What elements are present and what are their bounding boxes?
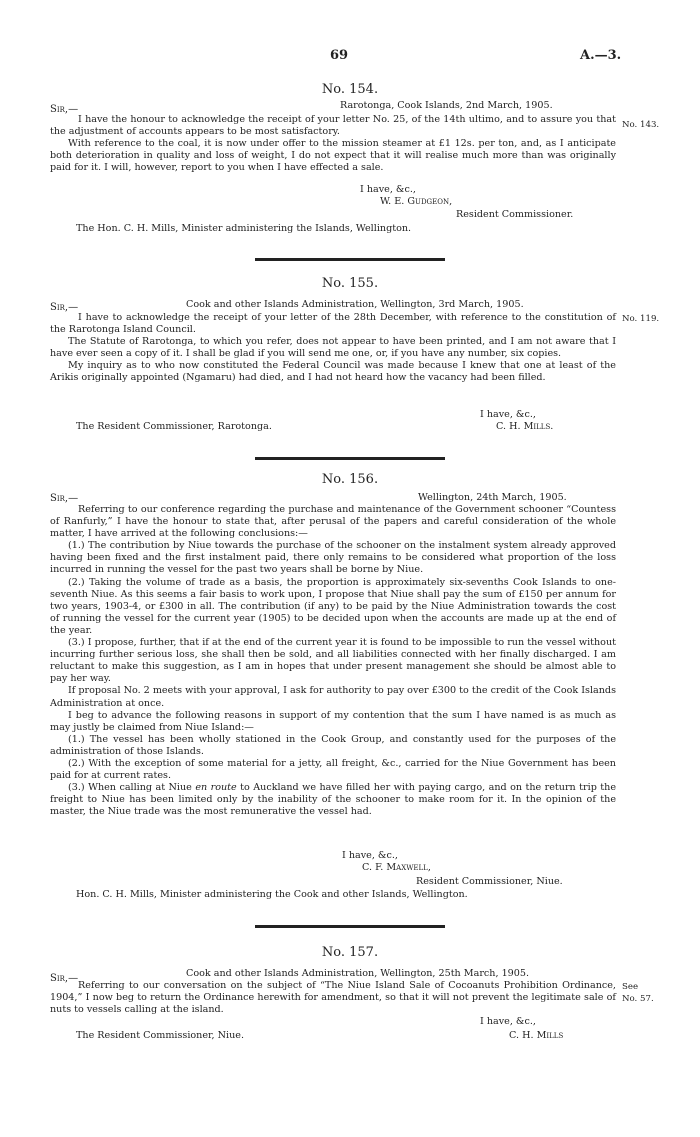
section-divider [255, 457, 445, 460]
letter-156-closing: I have, &c., [342, 850, 398, 861]
letter-155-number: No. 155. [321, 276, 379, 291]
letter-156-paragraph: If proposal No. 2 meets with your approval, I ask for authority to pay over £300 to the credit of the Cook Islands Administration at once. [50, 685, 616, 709]
letter-157-paragraph: Referring to our conversation on the subject of “The Niue Island Sale of Cocoanuts Prohibition Ordinance, 1904,” I now beg to return the Ordinance herewith for amendment, so that it will not prevent the legitimate sale of nuts to vessels calling at the island. [50, 980, 616, 1016]
letter-155-paragraph: My inquiry as to who now constituted the Federal Council was made because I knew that one at least of the Arikis originally appointed (Ngamaru) had died, and I had not heard how the vacancy had been filled. [50, 360, 616, 384]
letter-157-addressee: The Resident Commissioner, Niue. [76, 1030, 245, 1041]
letter-156-signature: C. F. Maxwell, [362, 862, 431, 873]
letter-155-paragraph: The Statute of Rarotonga, to which you refer, does not appear to have been printed, and I am not aware that I have ever seen a copy of it. I shall be glad if you will send me one, or, if you have any number, six copies. [50, 336, 616, 360]
letter-156-paragraph: I beg to advance the following reasons in support of my contention that the sum I have named is as much as may justly be claimed from Niue Island:— [50, 709, 616, 733]
letter-156-body [50, 504, 616, 818]
letter-155-salutation: Sir,— [50, 302, 79, 313]
letter-155-signature: C. H. Mills. [496, 421, 554, 432]
letter-154-signature-title: Resident Commissioner. [456, 209, 574, 220]
page-number: 69 [330, 48, 349, 63]
letter-156-paragraph [50, 782, 616, 818]
letter-154-margin-note: No. 143. [622, 120, 660, 130]
section-divider [255, 258, 445, 261]
letter-154-signature: W. E. Gudgeon, [380, 196, 453, 207]
letter-154-number: No. 154. [321, 82, 379, 97]
letter-156-signature-title: Resident Commissioner, Niue. [416, 876, 563, 887]
letter-156-paragraph: (1.) The vessel has been wholly stationed in the Cook Group, and constantly used for the purposes of the administration of those Islands. [50, 733, 616, 757]
letter-157-margin-note: No. 57. [622, 994, 654, 1004]
letter-155-paragraph: I have to acknowledge the receipt of your letter of the 28th December, with reference to the constitution of the Rarotonga Island Council. [50, 312, 616, 336]
letter-155-addressee: The Resident Commissioner, Rarotonga. [76, 421, 272, 432]
letter-155-closing: I have, &c., [480, 409, 536, 420]
letter-154-closing: I have, &c., [360, 184, 416, 195]
letter-154-dateline: Rarotonga, Cook Islands, 2nd March, 1905. [340, 100, 553, 111]
letter-155-body [50, 312, 616, 385]
letter-156-number: No. 156. [321, 472, 379, 487]
letter-156-paragraph: (2.) Taking the volume of trade as a basis, the proportion is approximately six-sevenths Cook Islands to one-seventh Niue. As this seems a fair basis to work upon, I propose that Niue shall pay the sum of £150 per annum for two years, 1903-4, or £300 in all. The contribution (if any) to be paid by the Niue Administration towards the cost of running the vessel for the current year (1905) to be decided upon when the accounts are made up at the end of the year. [50, 576, 616, 636]
letter-154-addressee: The Hon. C. H. Mills, Minister administering the Islands, Wellington. [76, 223, 412, 234]
letter-154-paragraph: With reference to the coal, it is now under offer to the mission steamer at £1 12s. per ton, and, as I anticipate both deterioration in quality and loss of weight, I do not expect that it will realise much more than was originally paid for it. I will, however, report to you when I have effected a sale. [50, 138, 616, 174]
section-divider [255, 925, 445, 928]
letter-157-signature: C. H. Mills [509, 1030, 564, 1041]
letter-156-paragraph: (3.) I propose, further, that if at the end of the current year it is found to be impossible to run the vessel without incurring further serious loss, she shall then be sold, and all liabilities connected with her finally discharged. I am reluctant to make this suggestion, as I am in hopes that under present management she should be almost able to pay her way. [50, 637, 616, 685]
letter-157-salutation: Sir,— [50, 973, 79, 984]
letter-156-paragraph: (1.) The contribution by Niue towards the purchase of the schooner on the instalment system already approved having been fixed and the first instalment paid, there only remains to be considered what proportion of the loss incurred in running the vessel for the past two years shall be borne by Niue. [50, 540, 616, 576]
letter-156-p3-before: (3.) When calling at Niue [68, 782, 196, 794]
letter-157-number: No. 157. [321, 945, 379, 960]
document-reference: A.—3. [580, 48, 622, 63]
letter-156-p3-after: to Auckland we have filled her with paying cargo, and on the return trip the freight to Niue has been limited only by the inability of the schooner to make room for it. In the opinion of the master, the Niue trade was the most remunerative the vessel had. [50, 782, 616, 818]
letter-156-addressee: Hon. C. H. Mills, Minister administering the Cook and other Islands, Wellington. [76, 889, 468, 900]
letter-157-margin-note-see: See [622, 982, 639, 992]
letter-155-margin-note: No. 119. [622, 314, 660, 324]
letter-154-paragraph: I have the honour to acknowledge the receipt of your letter No. 25, of the 14th ultimo, and to assure you that the adjustment of accounts appears to be most satisfactory. [50, 114, 616, 138]
letter-155-dateline: Cook and other Islands Administration, Wellington, 3rd March, 1905. [186, 299, 524, 310]
letter-156-dateline: Wellington, 24th March, 1905. [418, 492, 567, 503]
letter-156-paragraph: Referring to our conference regarding the purchase and maintenance of the Government schooner “Countess of Ranfurly,” I have the honour to state that, after perusal of the papers and careful consideration of the whole matter, I have arrived at the following conclusions:— [50, 504, 616, 540]
letter-157-dateline: Cook and other Islands Administration, Wellington, 25th March, 1905. [186, 968, 530, 979]
letter-154-salutation: Sir,— [50, 104, 79, 115]
letter-157-closing: I have, &c., [480, 1016, 536, 1027]
letter-154-body [50, 114, 616, 174]
letter-156-salutation: Sir,— [50, 493, 79, 504]
letter-157-body [50, 980, 616, 1016]
letter-156-p3-italic: en route [195, 782, 237, 794]
letter-156-paragraph: (2.) With the exception of some material for a jetty, all freight, &c., carried for the Niue Government has been paid for at current rates. [50, 757, 616, 782]
